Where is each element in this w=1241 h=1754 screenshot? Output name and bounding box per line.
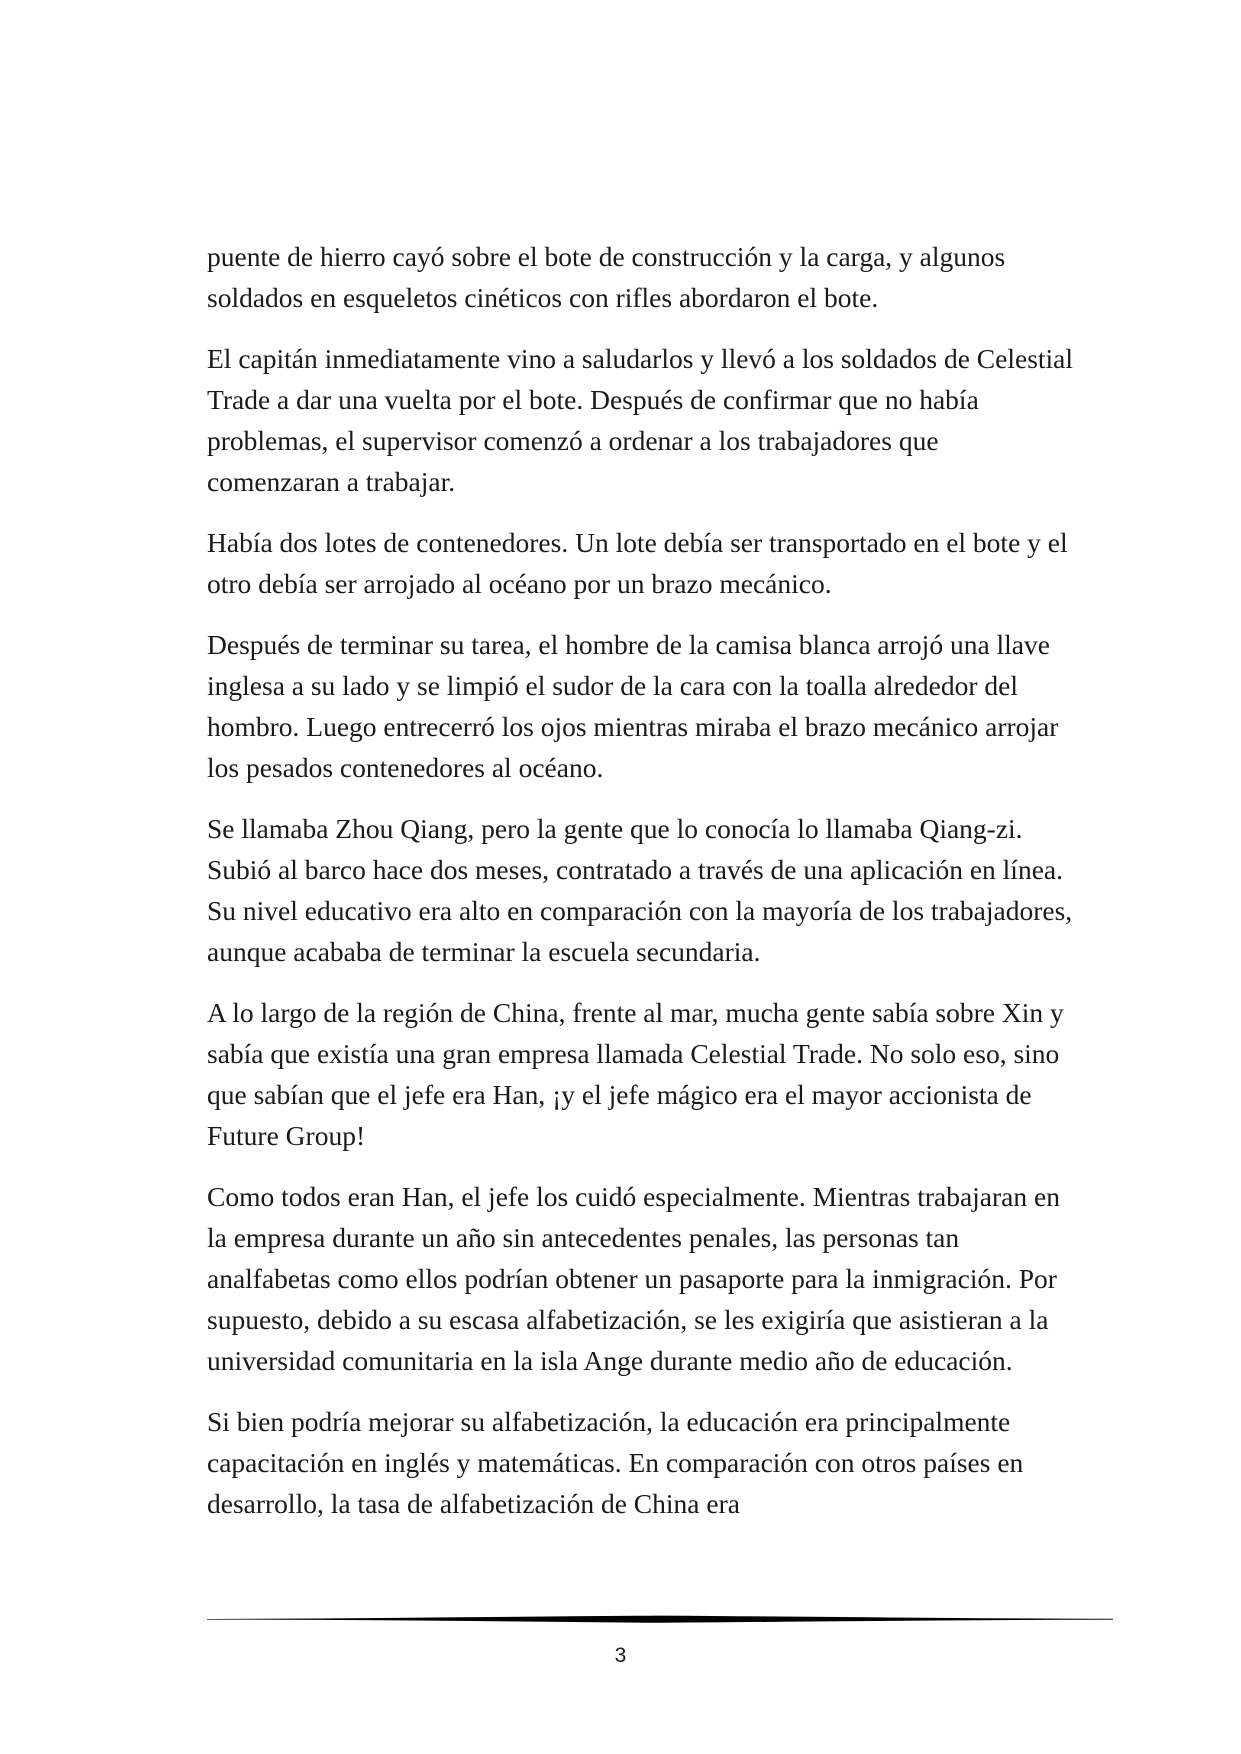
footer-rule — [207, 1612, 1113, 1626]
paragraph-2: El capitán inmediatamente vino a saludarlos y llevó a los soldados de Celestial Trade a dar una vuelta por el bote. Después de confirmar que no había problemas, el supervisor comenzó a ordenar a los trabajadores que comenzaran a trabajar. — [207, 343, 1074, 497]
paragraph-4: Después de terminar su tarea, el hombre de la camisa blanca arrojó una llave inglesa a su lado y se limpió el sudor de la cara con la toalla alrededor del hombro. Luego entrecerró los ojos mientras miraba el brazo mecánico arrojar los pesados contenedores al océano. — [207, 629, 1059, 783]
page-body — [207, 236, 1077, 1544]
paragraph-3: Había dos lotes de contenedores. Un lote debía ser transportado en el bote y el otro debía ser arrojado al océano por un brazo mecánico. — [207, 527, 1068, 599]
paragraph-5: Se llamaba Zhou Qiang, pero la gente que lo conocía lo llamaba Qiang-zi. Subió al barco hace dos meses, contratado a través de una aplicación en línea. Su nivel educativo era alto en comparación con la mayoría de los trabajadores, aunque acababa de terminar la escuela secundaria. — [207, 813, 1073, 967]
paragraph-7: Como todos eran Han, el jefe los cuidó especialmente. Mientras trabajaran en la empresa durante un año sin antecedentes penales, las personas tan analfabetas como ellos podrían obtener un pasaporte para la inmigración. Por supuesto, debido a su escasa alfabetización, se les exigiría que asistieran a la universidad comunitaria en la isla Ange durante medio año de educación. — [207, 1181, 1060, 1376]
page-number: 3 — [614, 1644, 627, 1667]
paragraph-1: puente de hierro cayó sobre el bote de construcción y la carga, y algunos soldados en esqueletos cinéticos con rifles abordaron el bote. — [207, 241, 1006, 313]
footer-rule-shape — [207, 1612, 1113, 1626]
paragraph-6: A lo largo de la región de China, frente al mar, mucha gente sabía sobre Xin y sabía que existía una gran empresa llamada Celestial Trade. No solo eso, sino que sabían que el jefe era Han, ¡y el jefe mágico era el mayor accionista de Future Group! — [207, 997, 1064, 1151]
paragraph-8: Si bien podría mejorar su alfabetización, la educación era principalmente capacitación en inglés y matemáticas. En comparación con otros países en desarrollo, la tasa de alfabetización de China era — [207, 1406, 1024, 1519]
